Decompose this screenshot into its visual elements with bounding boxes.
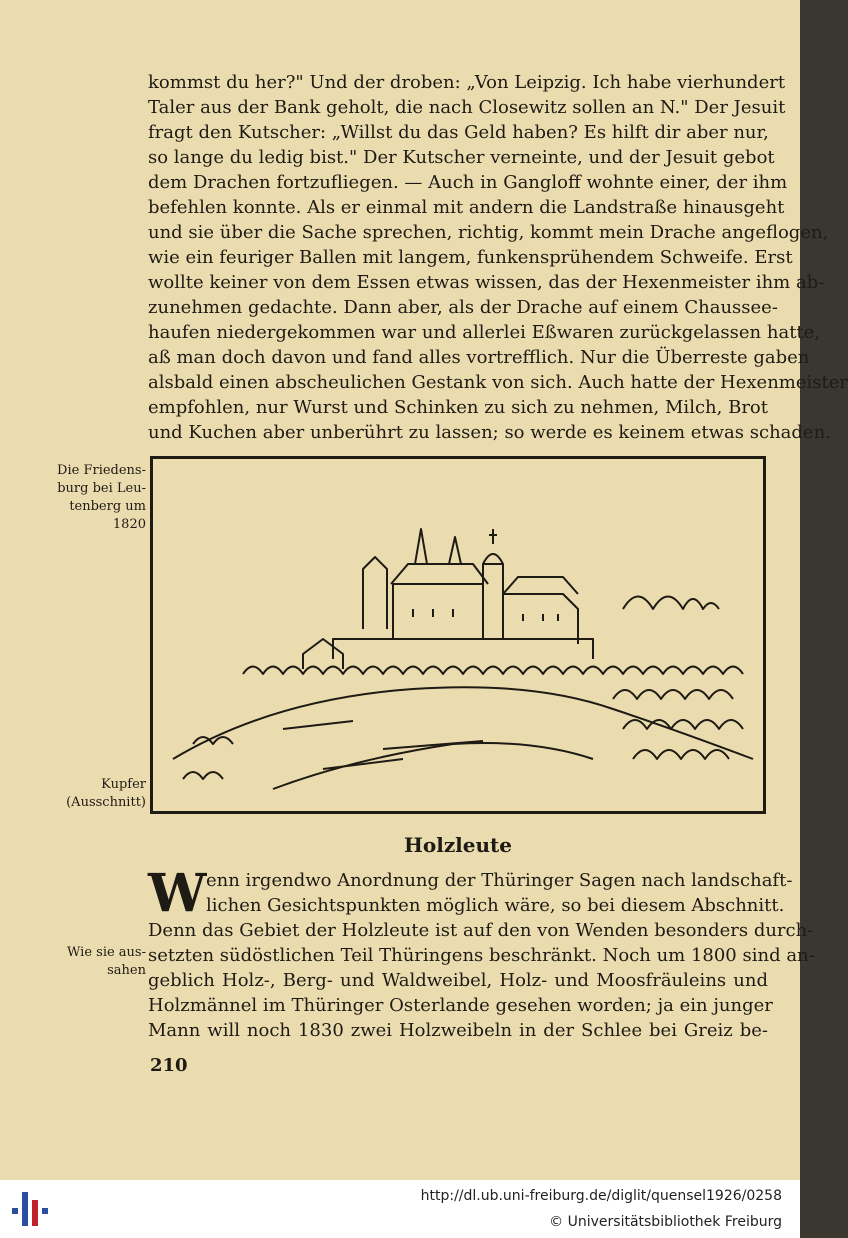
caption-line: Kupfer [101,777,146,792]
page-number: 210 [150,1055,188,1076]
source-url-link[interactable]: http://dl.ub.uni-freiburg.de/diglit/quensel1926/0258 [420,1188,782,1204]
castle-illustration [153,459,763,811]
margin-note [30,944,146,980]
text-line: geblich Holz-, Berg- und Waldweibel, Holz- und Moosfräuleins und [148,970,768,991]
castle-lower-wall [333,639,593,659]
castle-engraving [150,456,766,814]
caption-line: Die Friedens- [57,463,146,478]
text-line: lichen Gesichtspunkten möglich wäre, so bei diesem Abschnitt. [206,895,785,916]
text-line: so lange du ledig bist." Der Kutscher verneinte, und der Jesuit gebot [148,147,775,168]
text-line: und Kuchen aber unberührt zu lassen; so werde es keinem etwas schaden. [148,422,831,443]
top-paragraph [148,70,848,445]
caption-line: tenberg um [69,499,146,514]
figure-caption-bottom [40,776,146,812]
figure-caption-top [40,462,146,534]
text-line: fragt den Kutscher: „Willst du das Geld haben? Es hilft dir aber nur, [148,122,769,143]
section-heading: Holzleute [403,833,513,857]
tree-right [623,597,719,610]
bush-row [243,667,743,675]
castle-main-hall [393,584,483,639]
text-line: empfohlen, nur Wurst und Schinken zu sich zu nehmen, Milch, Brot [148,397,768,418]
castle-left-tower [363,557,387,629]
castle-roof [391,564,488,584]
caption-line: (Ausschnitt) [66,795,146,810]
text-line: dem Drachen fortzufliegen. — Auch in Gangloff wohnte einer, der ihm [148,172,788,193]
church-spire-1 [415,529,427,564]
text-line: alsbald einen abscheulichen Gestank von sich. Auch hatte der Hexenmeister [148,372,848,393]
text-line: Holzmännel im Thüringer Osterlande gesehen worden; ja ein junger [148,995,773,1016]
note-line: sahen [107,963,146,978]
library-footer [0,1180,800,1238]
path-line [273,743,593,789]
text-line: Denn das Gebiet der Holzleute ist auf den von Wenden besonders durch- [148,920,814,941]
text-line: haufen niedergekommen war und allerlei Eßwaren zurückgelassen hatte, [148,322,821,343]
text-line: zunehmen gedachte. Dann aber, als der Drache auf einem Chaussee- [148,297,778,318]
text-line: wollte keiner von dem Essen etwas wissen, das der Hexenmeister ihm ab- [148,272,825,293]
text-line: und sie über die Sache sprechen, richtig, kommt mein Drache angeflogen, [148,222,829,243]
text-line: befehlen konnte. Als er einmal mit andern die Landstraße hinausgeht [148,197,785,218]
text-line: Mann will noch 1830 zwei Holzweibeln in der Schlee bei Greiz be- [148,1020,768,1041]
castle-right-wing [503,577,578,644]
note-line: Wie sie aus- [67,945,146,960]
text-line: enn irgendwo Anordnung der Thüringer Sagen nach landschaft- [206,870,793,891]
section-paragraph [148,863,815,1043]
text-line: wie ein feuriger Ballen mit langem, funkensprühendem Schweife. Erst [148,247,793,268]
windows [413,609,558,621]
bush-left [183,737,233,779]
small-house [303,639,343,669]
copyright-notice: © Universitätsbibliothek Freiburg [549,1214,782,1230]
text-line: Taler aus der Bank geholt, die nach Closewitz sollen an N." Der Jesuit [148,97,786,118]
text-line: kommst du her?" Und der droben: „Von Leipzig. Ich habe vierhundert [148,72,786,93]
church-spire-2 [449,537,461,564]
text-line: aß man doch davon und fand alles vortrefflich. Nur die Überreste gaben [148,347,810,368]
text-line: setzten südöstlichen Teil Thüringens beschränkt. Noch um 1800 sind an- [148,945,815,966]
drop-cap: W [148,863,207,924]
library-logo-icon [10,1188,50,1230]
caption-line: burg bei Leu- [57,481,146,496]
caption-line: 1820 [112,517,146,532]
